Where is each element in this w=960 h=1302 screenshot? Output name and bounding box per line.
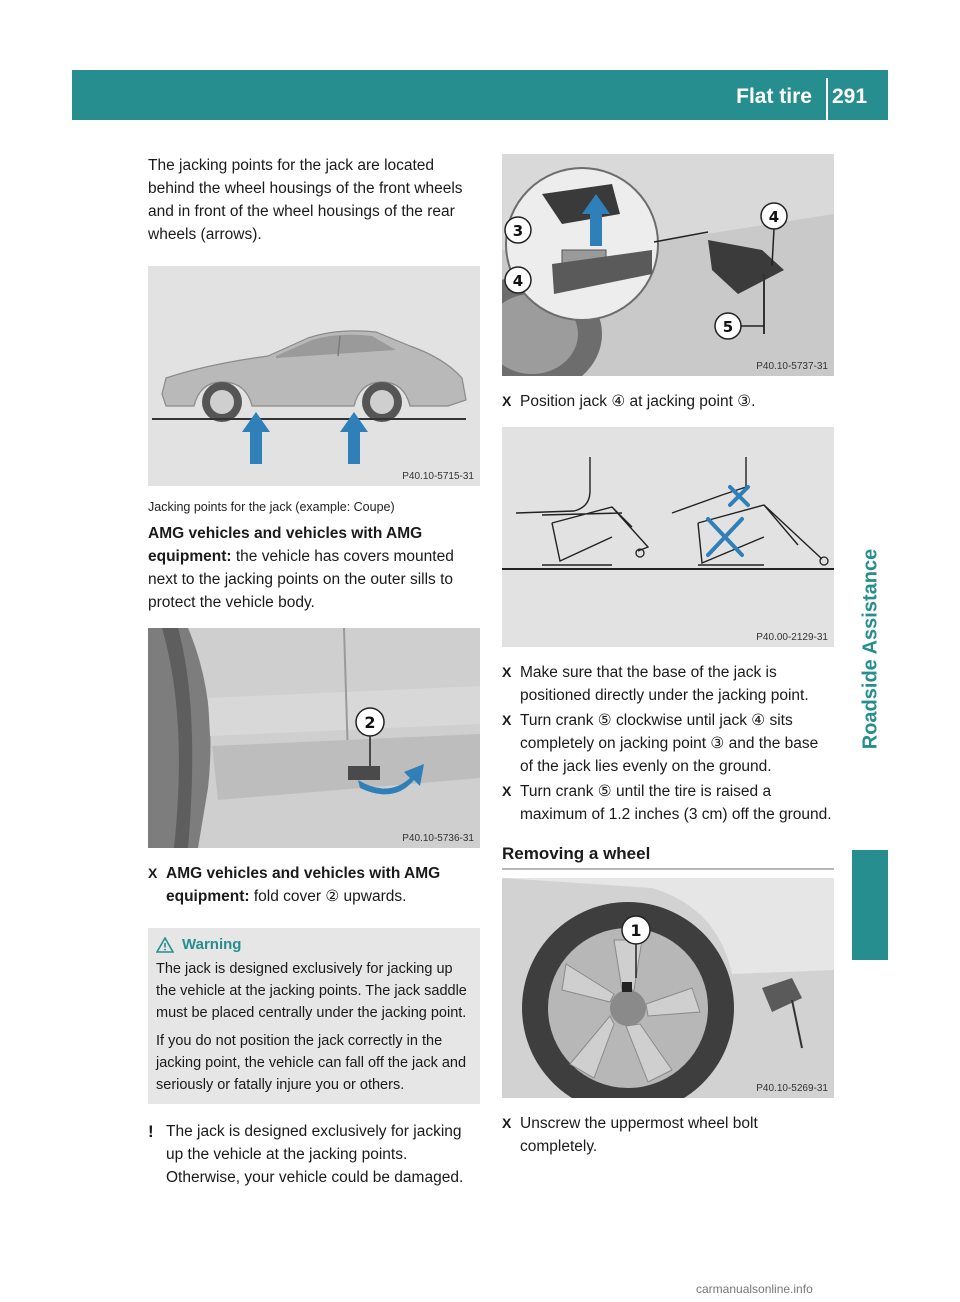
step-marker: X [502, 1115, 512, 1131]
note-text: The jack is designed exclusively for jacking up the vehicle at the jacking points. Otherwise, your vehicle could be damaged. [166, 1123, 464, 1186]
step-unscrew-bolt [502, 1112, 834, 1158]
svg-text:3: 3 [512, 222, 524, 240]
warning-title: Warning [182, 936, 242, 953]
right-column [502, 154, 834, 1158]
note-mark: ! [148, 1122, 154, 1141]
warning-text-1: The jack is designed exclusively for jacking up the vehicle at the jacking points. The jack saddle must be placed centrally under the jacking point. [156, 961, 467, 1021]
step-text: Unscrew the uppermost wheel bolt completely. [520, 1115, 758, 1155]
step-check-base [502, 661, 834, 707]
intro-paragraph: The jacking points for the jack are located behind the wheel housings of the front wheels and in front of the wheel housings of the rear wheels (arrows). [148, 157, 463, 243]
svg-text:1: 1 [630, 921, 642, 940]
warning-triangle-icon [156, 937, 174, 953]
sill-cover-illustration [148, 628, 480, 848]
section-title: Removing a wheel [502, 842, 834, 870]
amg-paragraph [148, 522, 480, 614]
header-title: Flat tire [736, 85, 812, 108]
figure-wheel-bolt [502, 878, 834, 1098]
wheel-illustration [502, 878, 834, 1098]
figure-code: P40.10-5715-31 [402, 471, 474, 482]
amg-text: the vehicle has covers mounted next to the jacking points on the outer sills to protect the vehicle body. [148, 548, 454, 611]
figure-jack-correct-incorrect [502, 427, 834, 647]
figure-code: P40.10-5269-31 [756, 1083, 828, 1094]
figure-jack-position [502, 154, 834, 376]
page-header [72, 70, 888, 120]
note-damage [148, 1120, 480, 1189]
step-marker: X [502, 393, 512, 409]
step-bold: AMG vehicles and vehicles with AMG equipment: [166, 865, 441, 905]
step-marker: X [502, 712, 512, 728]
svg-text:4: 4 [768, 208, 780, 226]
left-column [148, 154, 480, 1189]
step-marker: X [148, 865, 158, 881]
svg-text:4: 4 [512, 272, 524, 290]
figure-jacking-points [148, 266, 480, 486]
step-fold-cover [148, 862, 480, 908]
amg-bold: AMG vehicles and vehicles with AMG equipment: [148, 525, 423, 565]
side-tab-block [852, 850, 888, 960]
header-divider [826, 78, 828, 120]
step-marker: X [502, 664, 512, 680]
figure-code: P40.00-2129-31 [756, 632, 828, 643]
callout-2: 2 [364, 713, 376, 732]
warning-heading [156, 934, 472, 956]
step-text: Turn crank ⑤ clockwise until jack ④ sits completely on jacking point ③ and the base of the jack lies evenly on the ground. [520, 712, 819, 775]
side-tab-text: Roadside Assistance [859, 548, 882, 750]
page-number: 291 [832, 85, 868, 108]
side-tab-label [856, 464, 886, 834]
step-text: Turn crank ⑤ until the tire is raised a maximum of 1.2 inches (3 cm) off the ground. [520, 783, 832, 823]
step-text: Position jack ④ at jacking point ③. [520, 393, 756, 410]
footer-watermark: carmanualsonline.info [696, 1282, 813, 1296]
warning-box [148, 928, 480, 1104]
coupe-illustration [148, 266, 480, 486]
step-raise-tire [502, 780, 834, 826]
step-turn-crank-clockwise [502, 709, 834, 778]
jack-position-illustration [502, 154, 834, 376]
svg-text:5: 5 [722, 318, 734, 336]
step-text: fold cover ② upwards. [249, 888, 407, 905]
figure-caption: Jacking points for the jack (example: Coupe) [148, 500, 395, 514]
step-marker: X [502, 783, 512, 799]
figure-code: P40.10-5737-31 [756, 361, 828, 372]
step-position-jack [502, 390, 834, 413]
step-text: Make sure that the base of the jack is positioned directly under the jacking point. [520, 664, 809, 704]
figure-code: P40.10-5736-31 [402, 833, 474, 844]
warning-text-2: If you do not position the jack correctly in the jacking point, the vehicle can fall off the jack and seriously or fatally injure you or others. [156, 1033, 467, 1093]
figure-sill-cover [148, 628, 480, 848]
jack-placement-diagram [502, 427, 834, 647]
